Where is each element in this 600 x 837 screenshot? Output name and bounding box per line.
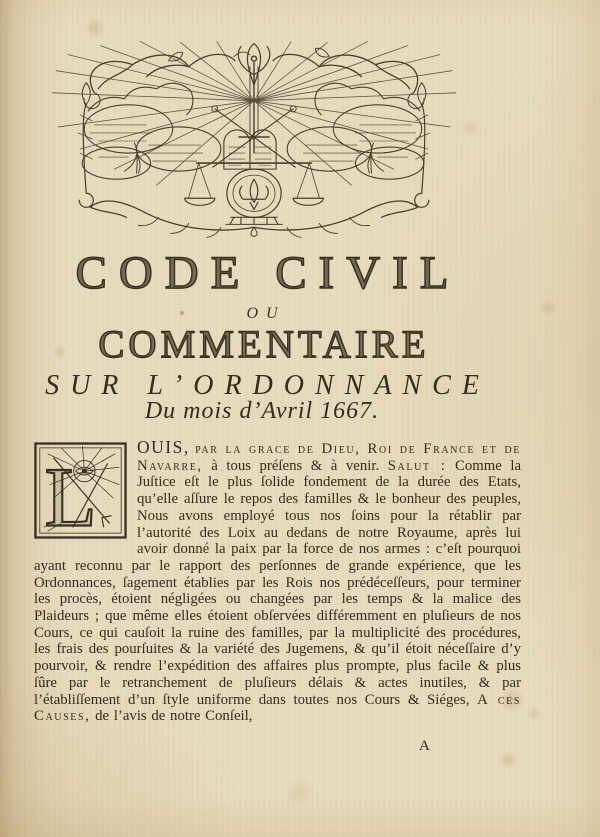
drop-cap-letter: L	[44, 450, 97, 540]
salut-clause: Salut :	[387, 457, 447, 474]
closing-clause: de l’avis de notre Conſeil,	[95, 708, 253, 725]
body-text	[34, 439, 521, 725]
headpiece-svg	[28, 40, 480, 238]
subtitle-ordonnance: SUR L’ORDONNANCE	[45, 370, 490, 401]
fleur-de-lis-medallion-icon	[227, 169, 281, 217]
sword-icon	[239, 56, 269, 153]
page-title: CODE CIVIL	[75, 247, 461, 299]
royal-style: par la grace de Dieu, Roi de France et de Navarre,	[137, 441, 521, 474]
title-connector: OU	[246, 305, 286, 322]
incipit-louis: OUIS,	[137, 437, 190, 457]
causes-clause: A ces Causes,	[34, 691, 521, 725]
headpiece-engraving-icon	[28, 40, 480, 238]
page-subtitle: COMMENTAIRE	[98, 323, 430, 366]
address-clause: à tous préſens & à venir.	[211, 457, 380, 474]
dateline: Du mois d’Avril 1667.	[144, 398, 380, 424]
drop-cap-woodcut-icon	[34, 441, 127, 540]
preamble-text: Comme la Juſtice eſt le plus ſolide fondement de la durée des Etats, qu’elle aſſure le repos des familles & le bonheur des peuples, Nous avons employé tous nos ſoins pour la rétablir par l’autorité des Loix au dedans de notre Royaume, après lui avoir donné la paix par la force de nos armes : c’eſt pourquoi ayant reconnu par le rapport des perſonnes de grande expérience, que les Ordonnances, ſagement établies par les Rois nos prédéceſſeurs, pour terminer les procès, étoient négligées ou changées par les temps & la malice des Plaideurs ; que même elles étoient obſervées différemment en pluſieurs de nos Cours, ce qui cauſoit la ruine des familles, par la multiplicité des procédures, les frais des pourſuites & la variété des Jugemens, & qu’il étoit néceſſaire d’y pourvoir, & rendre l’expédition des affaires plus prompte, plus facile & plus ſûre par le retranchement de pluſieurs délais & actes inutiles, & par l’établiſſement d’un ſtyle uniforme dans toutes nos Cours & Siéges,	[34, 457, 522, 708]
signature-mark: A	[419, 738, 430, 754]
